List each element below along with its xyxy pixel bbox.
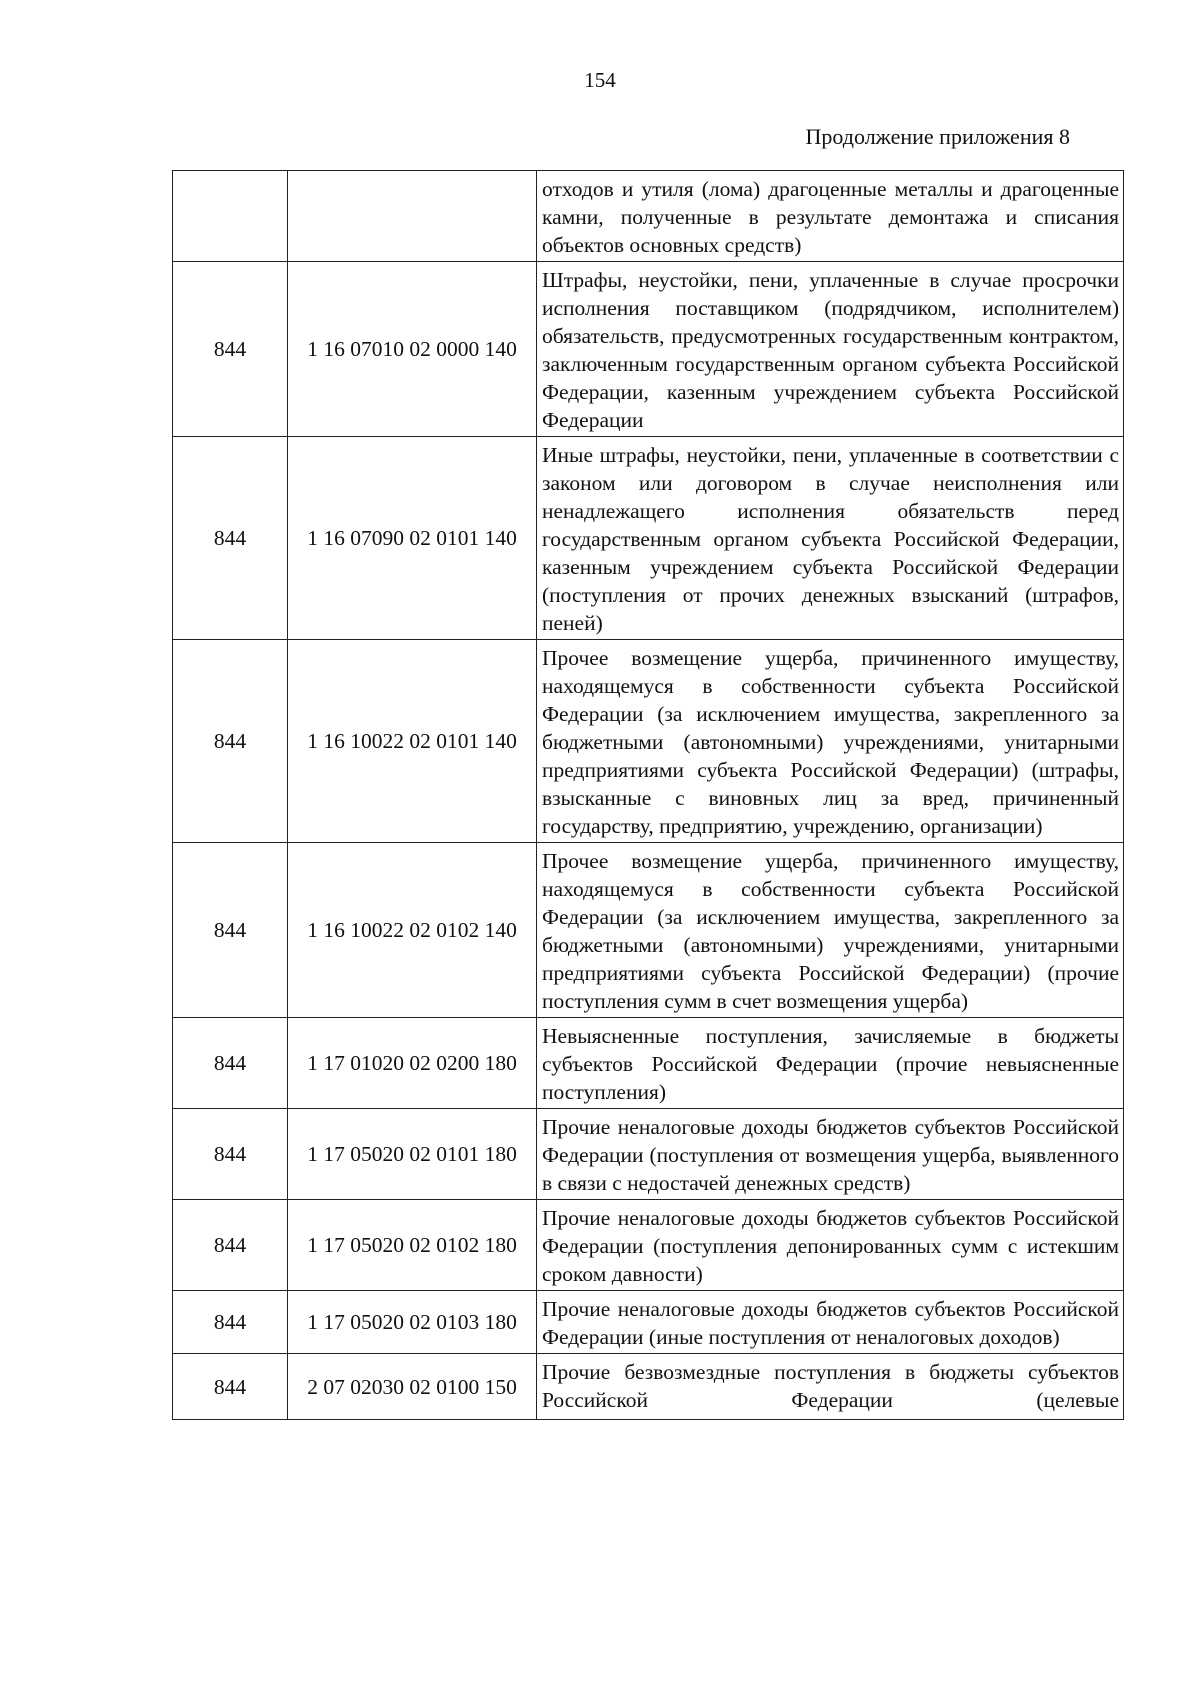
budget-code-cell: 1 16 10022 02 0101 140 (288, 640, 537, 843)
admin-code-cell: 844 (173, 1200, 288, 1291)
description-cell (537, 1018, 1124, 1109)
description-text: Прочие неналоговые доходы бюджетов субъектов Российской Федерации (поступления от возмещения ущерба, выявленного в связи с недостачей денежных средств) (542, 1115, 1119, 1195)
budget-code-cell: 1 16 07090 02 0101 140 (288, 437, 537, 640)
table-row (173, 1109, 1124, 1200)
description-cell (537, 1291, 1124, 1354)
description-cell (537, 843, 1124, 1018)
budget-code-cell: 1 16 07010 02 0000 140 (288, 262, 537, 437)
description-text: Штрафы, неустойки, пени, уплаченные в случае просрочки исполнения поставщиком (подрядчиком, исполнителем) обязательств, предусмотренных государственным контрактом, заключенным государственным органом субъекта Российской Федерации, казенным учреждением субъекта Российской Федерации (542, 268, 1119, 432)
description-text: Прочее возмещение ущерба, причиненного имуществу, находящемуся в собственности субъекта Российской Федерации (за исключением имущества, закрепленного за бюджетными (автономными) учреждениями, унитарными предприятиями субъекта Российской Федерации) (прочие поступления сумм в счет возмещения ущерба) (542, 849, 1119, 1013)
budget-code-cell: 1 17 05020 02 0103 180 (288, 1291, 537, 1354)
table-row (173, 1200, 1124, 1291)
admin-code-cell: 844 (173, 437, 288, 640)
description-text: Прочие безвозмездные поступления в бюджеты субъектов Российской Федерации (целевые (542, 1360, 1119, 1412)
budget-code-cell: 2 07 02030 02 0100 150 (288, 1354, 537, 1420)
table-row (173, 640, 1124, 843)
table-row (173, 1018, 1124, 1109)
description-cell (537, 1354, 1124, 1420)
table-row (173, 262, 1124, 437)
admin-code-cell: 844 (173, 640, 288, 843)
description-cell (537, 1109, 1124, 1200)
description-text: Прочие неналоговые доходы бюджетов субъектов Российской Федерации (иные поступления от неналоговых доходов) (542, 1297, 1119, 1349)
admin-code-cell: 844 (173, 843, 288, 1018)
admin-code-cell: 844 (173, 1291, 288, 1354)
admin-code-cell: 844 (173, 1109, 288, 1200)
description-text: Прочие неналоговые доходы бюджетов субъектов Российской Федерации (поступления депонированных сумм с истекшим сроком давности) (542, 1206, 1119, 1286)
revenue-codes-table (172, 170, 1124, 1420)
budget-code-cell: 1 17 01020 02 0200 180 (288, 1018, 537, 1109)
admin-code-cell: 844 (173, 262, 288, 437)
description-cell (537, 640, 1124, 843)
description-text: отходов и утиля (лома) драгоценные металлы и драгоценные камни, полученные в результате демонтажа и списания объектов основных средств) (542, 177, 1119, 257)
admin-code-cell: 844 (173, 1354, 288, 1420)
table-row (173, 1291, 1124, 1354)
description-text: Иные штрафы, неустойки, пени, уплаченные в соответствии с законом или договором в случае неисполнения или ненадлежащего исполнения обязательств перед государственным органом субъекта Российской Федерации, казенным учреждением субъекта Российской Федерации (поступления от прочих денежных взысканий (штрафов, пеней) (542, 443, 1119, 635)
admin-code-cell (173, 171, 288, 262)
table-row (173, 1354, 1124, 1420)
admin-code-cell: 844 (173, 1018, 288, 1109)
description-cell (537, 262, 1124, 437)
budget-code-cell: 1 17 05020 02 0102 180 (288, 1200, 537, 1291)
description-cell (537, 171, 1124, 262)
budget-code-cell: 1 17 05020 02 0101 180 (288, 1109, 537, 1200)
page-number: 154 (584, 68, 616, 92)
appendix-continuation-note: Продолжение приложения 8 (805, 124, 1070, 149)
description-text: Прочее возмещение ущерба, причиненного имуществу, находящемуся в собственности субъекта Российской Федерации (за исключением имущества, закрепленного за бюджетными (автономными) учреждениями, унитарными предприятиями субъекта Российской Федерации) (штрафы, взысканные с виновных лиц за вред, причиненный государству, предприятию, учреждению, организации) (542, 646, 1119, 838)
description-cell (537, 1200, 1124, 1291)
budget-code-cell: 1 16 10022 02 0102 140 (288, 843, 537, 1018)
budget-code-cell (288, 171, 537, 262)
table-row (173, 437, 1124, 640)
table-row (173, 171, 1124, 262)
table-row (173, 843, 1124, 1018)
description-cell (537, 437, 1124, 640)
description-text: Невыясненные поступления, зачисляемые в бюджеты субъектов Российской Федерации (прочие невыясненные поступления) (542, 1024, 1119, 1104)
